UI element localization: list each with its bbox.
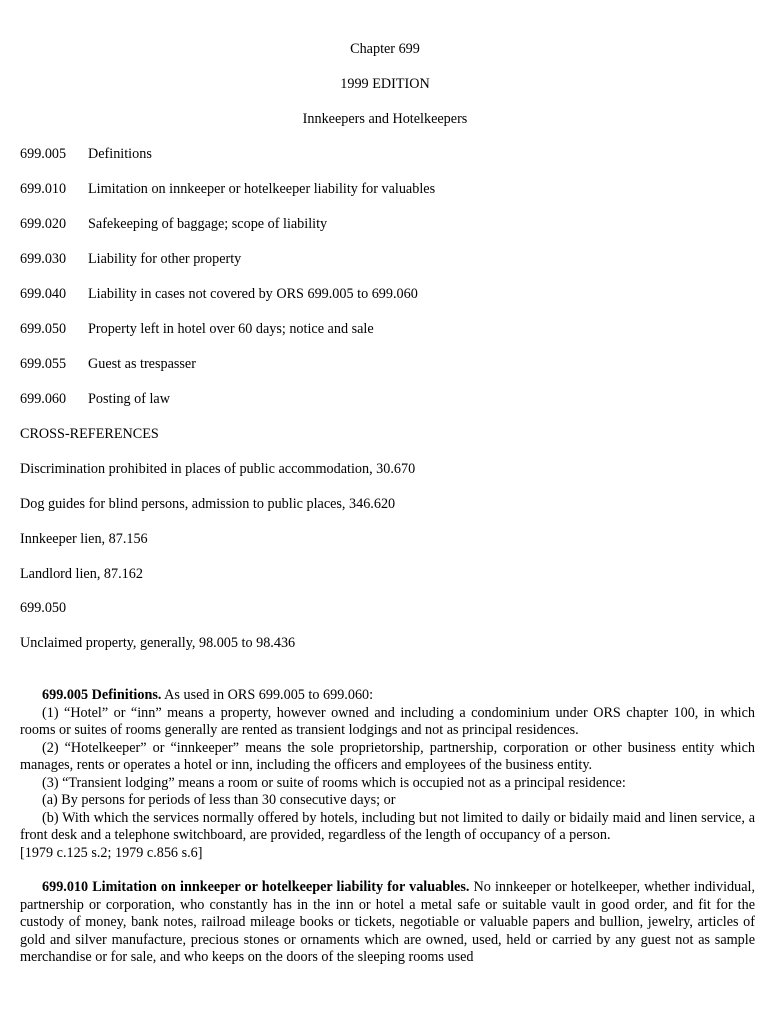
cross-references-heading: CROSS-REFERENCES <box>20 426 159 442</box>
definition-paragraph: (1) “Hotel” or “inn” means a property, however owned and including a condominium under ORS chapter 100, in which rooms or suites of rooms generally are rented as transient lodgings and not as principal residences. <box>20 704 755 738</box>
toc-section-number: 699.040 <box>20 286 67 302</box>
toc-entry <box>20 181 435 199</box>
toc-entry <box>20 216 327 234</box>
toc-entry <box>20 251 241 269</box>
cross-reference-item: Unclaimed property, generally, 98.005 to 98.436 <box>20 635 296 651</box>
definition-paragraph: (b) With which the services normally offered by hotels, including but not limited to daily or bidaily maid and linen service, a front desk and a telephone switchboard, are provided, regardless of the length of occupancy of a person. <box>20 809 755 843</box>
toc-section-number: 699.010 <box>20 181 67 197</box>
cross-reference-item: Landlord lien, 87.162 <box>20 566 143 582</box>
definition-paragraph: (2) “Hotelkeeper” or “innkeeper” means the sole proprietorship, partnership, corporation or other business entity which manages, rents or operates a hotel or inn, including the officers and employees of the business entity. <box>20 739 755 773</box>
section-heading: 699.010 Limitation on innkeeper or hotelkeeper liability for valuables. <box>42 879 470 895</box>
toc-entry <box>20 391 170 409</box>
toc-section-number: 699.020 <box>20 216 67 232</box>
section-699-005 <box>20 687 755 862</box>
section-body: No innkeeper or hotelkeeper, whether individual, partnership or corporation, who constantly has in the inn or hotel a metal safe or suitable vault in good order, and fit for the custody of money, bank notes, railroad mileage books or tickets, negotiable or valuable papers and bullion, jewelry, articles of gold and silver manufacture, precious stones or ornaments which are owned, used, held or carried by any guest not as sample merchandise or for sale, and who keeps on the doors of the sleeping rooms used <box>20 879 755 965</box>
section-intro: As used in ORS 699.005 to 699.060: <box>161 687 374 703</box>
toc-section-title: Definitions <box>88 146 152 162</box>
section-heading: 699.005 Definitions. <box>42 687 162 703</box>
toc-section-title: Posting of law <box>88 391 170 407</box>
cross-reference-item: Innkeeper lien, 87.156 <box>20 531 148 547</box>
chapter-number: Chapter 699 <box>350 41 420 57</box>
toc-entry <box>20 321 374 339</box>
section-history: [1979 c.125 s.2; 1979 c.856 s.6] <box>20 844 203 861</box>
cross-reference-item: Discrimination prohibited in places of public accommodation, 30.670 <box>20 461 416 477</box>
toc-section-title: Safekeeping of baggage; scope of liability <box>88 216 328 232</box>
toc-section-title: Liability in cases not covered by ORS 699.005 to 699.060 <box>88 286 418 302</box>
toc-section-number: 699.055 <box>20 356 67 372</box>
toc-section-title: Property left in hotel over 60 days; notice and sale <box>88 321 374 337</box>
toc-section-number: 699.060 <box>20 391 67 407</box>
toc-section-number: 699.050 <box>20 321 67 337</box>
chapter-title: Innkeepers and Hotelkeepers <box>302 111 468 127</box>
definition-paragraph: (a) By persons for periods of less than 30 consecutive days; or <box>42 792 396 808</box>
definition-paragraph: (3) “Transient lodging” means a room or suite of rooms which is occupied not as a principal residence: <box>42 774 626 791</box>
toc-section-title: Guest as trespasser <box>88 356 196 372</box>
cross-reference-item: 699.050 <box>20 600 67 616</box>
toc-section-title: Liability for other property <box>88 251 242 267</box>
cross-reference-item: Dog guides for blind persons, admission to public places, 346.620 <box>20 496 396 512</box>
toc-section-number: 699.005 <box>20 146 67 162</box>
edition-label: 1999 EDITION <box>340 76 430 92</box>
toc-section-title: Limitation on innkeeper or hotelkeeper liability for valuables <box>88 181 436 197</box>
section-699-010 <box>20 879 755 967</box>
toc-entry <box>20 286 418 304</box>
toc-entry <box>20 356 196 374</box>
toc-section-number: 699.030 <box>20 251 67 267</box>
toc-entry <box>20 146 152 164</box>
